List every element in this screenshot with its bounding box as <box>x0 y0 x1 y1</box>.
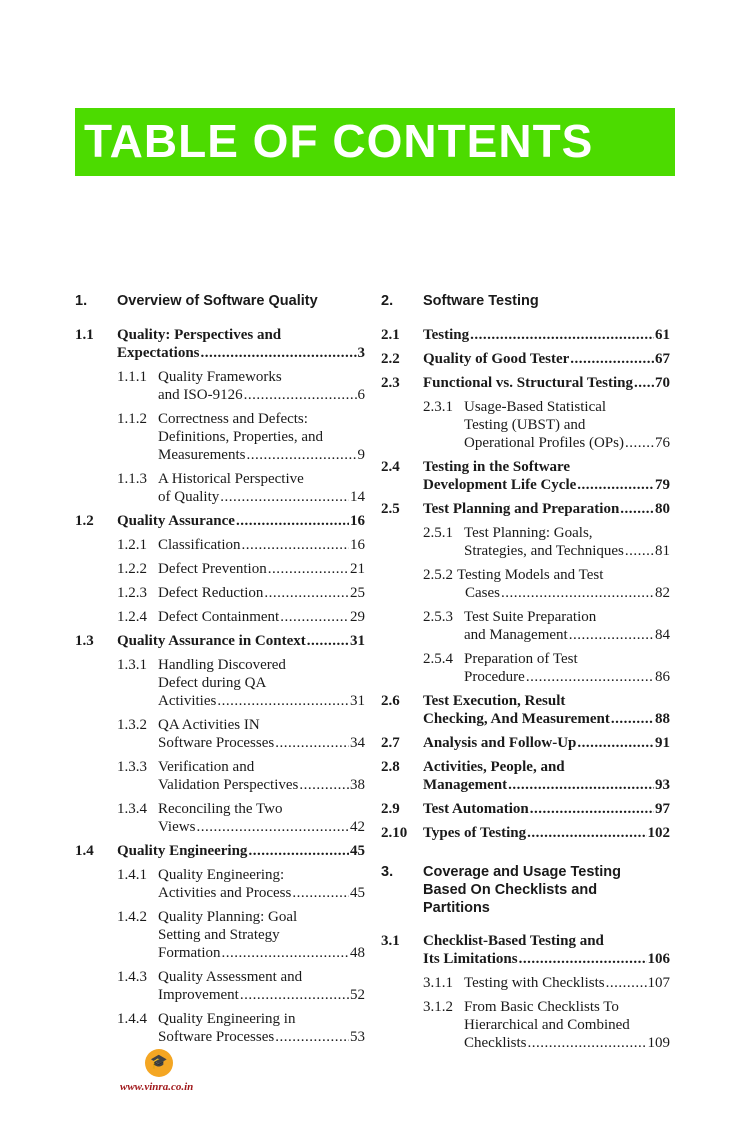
page-number: 61 <box>655 327 670 343</box>
entry-title-line: Activities, People, and <box>423 759 565 775</box>
dot-leader <box>246 446 356 464</box>
entry-title-line: Software Testing <box>423 293 539 309</box>
entry-title-line: Partitions <box>423 900 490 916</box>
page-number: 16 <box>350 513 365 529</box>
page-title: TABLE OF CONTENTS <box>84 115 594 167</box>
entry-title-line: Checklist-Based Testing and <box>423 933 604 949</box>
entry-title-line: Quality Frameworks <box>158 369 282 385</box>
dot-leader <box>275 734 349 752</box>
toc-entry[interactable] <box>75 866 365 902</box>
toc-entry[interactable] <box>381 458 670 494</box>
page-number: 14 <box>350 489 365 505</box>
entry-number: 2.5.2 <box>423 567 453 583</box>
entry-title-line: Checking, And Measurement <box>423 711 610 727</box>
page-number: 97 <box>655 801 670 817</box>
entry-title-line: A Historical Perspective <box>158 471 304 487</box>
entry-number: 1.3 <box>75 633 94 649</box>
entry-title-line: Types of Testing <box>423 825 527 841</box>
dot-leader <box>519 950 647 968</box>
entry-title-line: From Basic Checklists To <box>464 999 619 1015</box>
page-number: 53 <box>350 1029 365 1045</box>
entry-title-line: Testing Models and Test <box>457 567 604 583</box>
entry-title-line: Defect Containment <box>158 609 280 625</box>
dot-leader <box>527 824 646 842</box>
dot-leader <box>577 734 654 752</box>
toc-entry[interactable] <box>75 470 365 506</box>
entry-title-line: Usage-Based Statistical <box>464 399 607 415</box>
toc-entry[interactable] <box>75 632 365 650</box>
entry-number: 1.4.3 <box>117 969 147 985</box>
page-number: 88 <box>655 711 670 727</box>
page-number: 79 <box>655 477 670 493</box>
entry-number: 1.4.1 <box>117 867 147 883</box>
page-number: 84 <box>655 627 670 643</box>
page-number: 81 <box>655 543 670 559</box>
toc-entry[interactable] <box>75 410 365 464</box>
entry-title-line: Coverage and Usage Testing <box>423 864 621 880</box>
dot-leader <box>236 512 349 530</box>
toc-entry[interactable] <box>75 908 365 962</box>
entry-title-line: Quality Assurance <box>117 513 235 529</box>
page-number: 67 <box>655 351 670 367</box>
dot-leader <box>242 536 350 554</box>
toc-entry[interactable] <box>75 512 365 530</box>
entry-title-line: Test Planning and Preparation <box>423 501 620 517</box>
entry-number: 3.1 <box>381 933 400 949</box>
entry-number: 1.1 <box>75 327 94 343</box>
entry-number: 2.7 <box>381 735 400 751</box>
entry-number: 2.8 <box>381 759 400 775</box>
page-number: 107 <box>647 975 670 991</box>
entry-number: 1.2.3 <box>117 585 147 601</box>
entry-title-line: Operational Profiles (OPs) <box>464 435 624 451</box>
dot-leader <box>220 488 349 506</box>
page-number: 25 <box>350 585 365 601</box>
entry-number: 2.5.4 <box>423 651 453 667</box>
page-number: 6 <box>357 387 365 403</box>
entry-title-line: Classification <box>158 537 241 553</box>
toc-entry[interactable] <box>381 566 670 602</box>
entry-title-line: Quality Assessment and <box>158 969 303 985</box>
toc-entry[interactable] <box>381 524 670 560</box>
entry-number: 2.5 <box>381 501 400 517</box>
dot-leader <box>275 1028 349 1046</box>
entry-title-line: Definitions, Properties, and <box>158 429 323 445</box>
dot-leader <box>222 944 350 962</box>
toc-entry[interactable] <box>75 292 365 310</box>
toc-entry[interactable] <box>381 692 670 728</box>
dot-leader <box>268 560 349 578</box>
entry-number: 2.3.1 <box>423 399 453 415</box>
dot-leader <box>570 350 654 368</box>
dot-leader <box>634 374 654 392</box>
dot-leader <box>244 386 357 404</box>
entry-number: 2.5.3 <box>423 609 453 625</box>
toc-entry[interactable] <box>381 800 670 818</box>
toc-entry[interactable] <box>75 968 365 1004</box>
page-number: 106 <box>647 951 670 967</box>
entry-title-line: Correctness and Defects: <box>158 411 308 427</box>
entry-title-line: Measurements <box>158 447 246 463</box>
toc-entry[interactable] <box>381 863 670 917</box>
entry-title-line: Activities <box>158 693 217 709</box>
entry-title-line: Quality of Good Tester <box>423 351 570 367</box>
entry-title-line: Defect Reduction <box>158 585 264 601</box>
page-number: 9 <box>357 447 365 463</box>
toc-entry[interactable] <box>381 998 670 1052</box>
entry-title-line: Quality Planning: Goal <box>158 909 298 925</box>
entry-number: 1.2.1 <box>117 537 147 553</box>
toc-entry[interactable] <box>75 716 365 752</box>
dot-leader <box>299 776 349 794</box>
dot-leader <box>217 692 349 710</box>
page-number: 31 <box>350 693 365 709</box>
toc-entry[interactable] <box>75 536 365 554</box>
page-number: 21 <box>350 561 365 577</box>
entry-number: 1.3.1 <box>117 657 147 673</box>
entry-title-line: Based On Checklists and <box>423 882 598 898</box>
dot-leader <box>606 974 647 992</box>
entry-title-line: Development Life Cycle <box>423 477 577 493</box>
page-number: 52 <box>350 987 365 1003</box>
page-number: 91 <box>655 735 670 751</box>
toc-entry[interactable] <box>381 974 670 992</box>
toc-entry[interactable] <box>381 758 670 794</box>
toc-entry[interactable] <box>381 292 670 310</box>
entry-title-line: Analysis and Follow-Up <box>423 735 577 751</box>
entry-title-line: Views <box>158 819 196 835</box>
entry-title-line: Formation <box>158 945 221 961</box>
toc-entry[interactable] <box>75 758 365 794</box>
dot-leader <box>307 632 349 650</box>
entry-title-line: Testing <box>423 327 470 343</box>
dot-leader <box>526 668 654 686</box>
entry-title-line: Verification and <box>158 759 255 775</box>
entry-title-line: Defect Prevention <box>158 561 267 577</box>
toc-entry[interactable] <box>381 734 670 752</box>
dot-leader <box>201 344 357 362</box>
page-number: 38 <box>350 777 365 793</box>
entry-number: 2. <box>381 293 394 309</box>
entry-number: 1.2.4 <box>117 609 147 625</box>
dot-leader <box>280 608 349 626</box>
entry-number: 2.1 <box>381 327 400 343</box>
entry-number: 3.1.2 <box>423 999 453 1015</box>
entry-title-line: Strategies, and Techniques <box>464 543 624 559</box>
entry-number: 3.1.1 <box>423 975 453 991</box>
page-number: 109 <box>647 1035 670 1051</box>
entry-title-line: Test Suite Preparation <box>464 609 597 625</box>
toc-entry[interactable] <box>75 608 365 626</box>
entry-number: 1.1.3 <box>117 471 147 487</box>
entry-title-line: Testing with Checklists <box>464 975 605 991</box>
entry-number: 2.2 <box>381 351 400 367</box>
entry-title-line: Quality Engineering: <box>158 867 285 883</box>
entry-title-line: Reconciling the Two <box>158 801 283 817</box>
page-number: 29 <box>350 609 365 625</box>
entry-number: 1.2.2 <box>117 561 147 577</box>
page-number: 45 <box>350 885 365 901</box>
entry-title-line: Checklists <box>464 1035 527 1051</box>
page-number: 48 <box>350 945 365 961</box>
entry-title-line: Test Automation <box>423 801 529 817</box>
page-number: 76 <box>655 435 670 451</box>
entry-title-line: Software Processes <box>158 735 275 751</box>
toc-entry[interactable] <box>381 326 670 344</box>
entry-title-line: Testing in the Software <box>423 459 571 475</box>
page-number: 82 <box>655 585 670 601</box>
toc-entry[interactable] <box>75 800 365 836</box>
footer-url[interactable]: www.vinra.co.in <box>120 1081 194 1093</box>
entry-number: 1. <box>75 293 88 309</box>
entry-number: 2.5.1 <box>423 525 453 541</box>
entry-title-line: Its Limitations <box>423 951 518 967</box>
entry-number: 1.4.4 <box>117 1011 147 1027</box>
dot-leader <box>625 434 654 452</box>
entry-title-line: QA Activities IN <box>158 717 260 733</box>
entry-number: 1.4.2 <box>117 909 147 925</box>
page-number: 102 <box>647 825 670 841</box>
entry-title-line: of Quality <box>158 489 220 505</box>
entry-title-line: Quality Assurance in Context <box>117 633 306 649</box>
dot-leader <box>508 776 654 794</box>
entry-title-line: Overview of Software Quality <box>117 293 318 309</box>
toc-entry[interactable] <box>75 656 365 710</box>
entry-title-line: Quality Engineering <box>117 843 248 859</box>
entry-title-line: Handling Discovered <box>158 657 286 673</box>
page-number: 45 <box>350 843 365 859</box>
entry-number: 2.6 <box>381 693 400 709</box>
page-number: 31 <box>350 633 365 649</box>
page-number: 93 <box>655 777 670 793</box>
entry-title-line: Test Planning: Goals, <box>464 525 593 541</box>
dot-leader <box>264 584 349 602</box>
page-number: 16 <box>350 537 365 553</box>
entry-number: 1.1.1 <box>117 369 147 385</box>
dot-leader <box>611 710 654 728</box>
dot-leader <box>470 326 654 344</box>
dot-leader <box>240 986 349 1004</box>
dot-leader <box>196 818 349 836</box>
dot-leader <box>528 1034 647 1052</box>
entry-number: 2.10 <box>381 825 408 841</box>
entry-title-line: Management <box>423 777 508 793</box>
toc-entry[interactable] <box>75 584 365 602</box>
dot-leader <box>530 800 654 818</box>
entry-title-line: Functional vs. Structural Testing <box>423 375 634 391</box>
toc-entry[interactable] <box>381 650 670 686</box>
entry-title-line: Test Execution, Result <box>423 693 566 709</box>
page-number: 34 <box>350 735 365 751</box>
entry-title-line: Testing (UBST) and <box>464 417 586 433</box>
toc-entry[interactable] <box>381 398 670 452</box>
toc-entry[interactable] <box>75 842 365 860</box>
entry-number: 1.2 <box>75 513 94 529</box>
entry-title-line: Quality Engineering in <box>158 1011 296 1027</box>
entry-title-line: Defect during QA <box>158 675 267 691</box>
toc-entry[interactable] <box>381 500 670 518</box>
toc-entry[interactable] <box>75 326 365 362</box>
entry-title-line: Activities and Process <box>158 885 292 901</box>
entry-title-line: Quality: Perspectives and <box>117 327 282 343</box>
entry-number: 2.3 <box>381 375 400 391</box>
entry-title-line: Validation Perspectives <box>158 777 299 793</box>
entry-title-line: Cases <box>465 585 500 601</box>
entry-title-line: Preparation of Test <box>464 651 578 667</box>
entry-title-line: Hierarchical and Combined <box>464 1017 630 1033</box>
entry-number: 1.3.4 <box>117 801 147 817</box>
entry-title-line: Procedure <box>464 669 525 685</box>
entry-number: 1.3.3 <box>117 759 147 775</box>
toc-entry[interactable] <box>381 932 670 968</box>
toc-entry[interactable] <box>75 1010 365 1046</box>
toc-entry[interactable] <box>75 368 365 404</box>
toc-entry[interactable] <box>75 560 365 578</box>
entry-title-line: Expectations <box>117 345 200 361</box>
entry-title-line: Setting and Strategy <box>158 927 280 943</box>
dot-leader <box>501 584 654 602</box>
entry-number: 1.3.2 <box>117 717 147 733</box>
toc-entry[interactable] <box>381 374 670 392</box>
entry-title-line: and Management <box>464 627 568 643</box>
entry-number: 2.4 <box>381 459 400 475</box>
dot-leader <box>248 842 349 860</box>
page-number: 70 <box>655 375 670 391</box>
entry-number: 1.1.2 <box>117 411 147 427</box>
page-number: 3 <box>357 345 365 361</box>
dot-leader <box>569 626 654 644</box>
entry-title-line: Improvement <box>158 987 239 1003</box>
dot-leader <box>620 500 654 518</box>
toc-entry[interactable] <box>381 350 670 368</box>
title-banner <box>75 108 675 176</box>
dot-leader <box>292 884 349 902</box>
entry-number: 1.4 <box>75 843 94 859</box>
entry-number: 3. <box>381 864 394 880</box>
page-number: 80 <box>655 501 670 517</box>
page-number: 86 <box>655 669 670 685</box>
entry-title-line: and ISO-9126 <box>158 387 243 403</box>
page-number: 42 <box>350 819 365 835</box>
entry-number: 2.9 <box>381 801 400 817</box>
dot-leader <box>625 542 654 560</box>
toc-entry[interactable] <box>381 824 670 842</box>
graduation-cap-icon: 🎓 <box>145 1049 173 1077</box>
dot-leader <box>577 476 654 494</box>
toc-entry[interactable] <box>381 608 670 644</box>
entry-title-line: Software Processes <box>158 1029 275 1045</box>
